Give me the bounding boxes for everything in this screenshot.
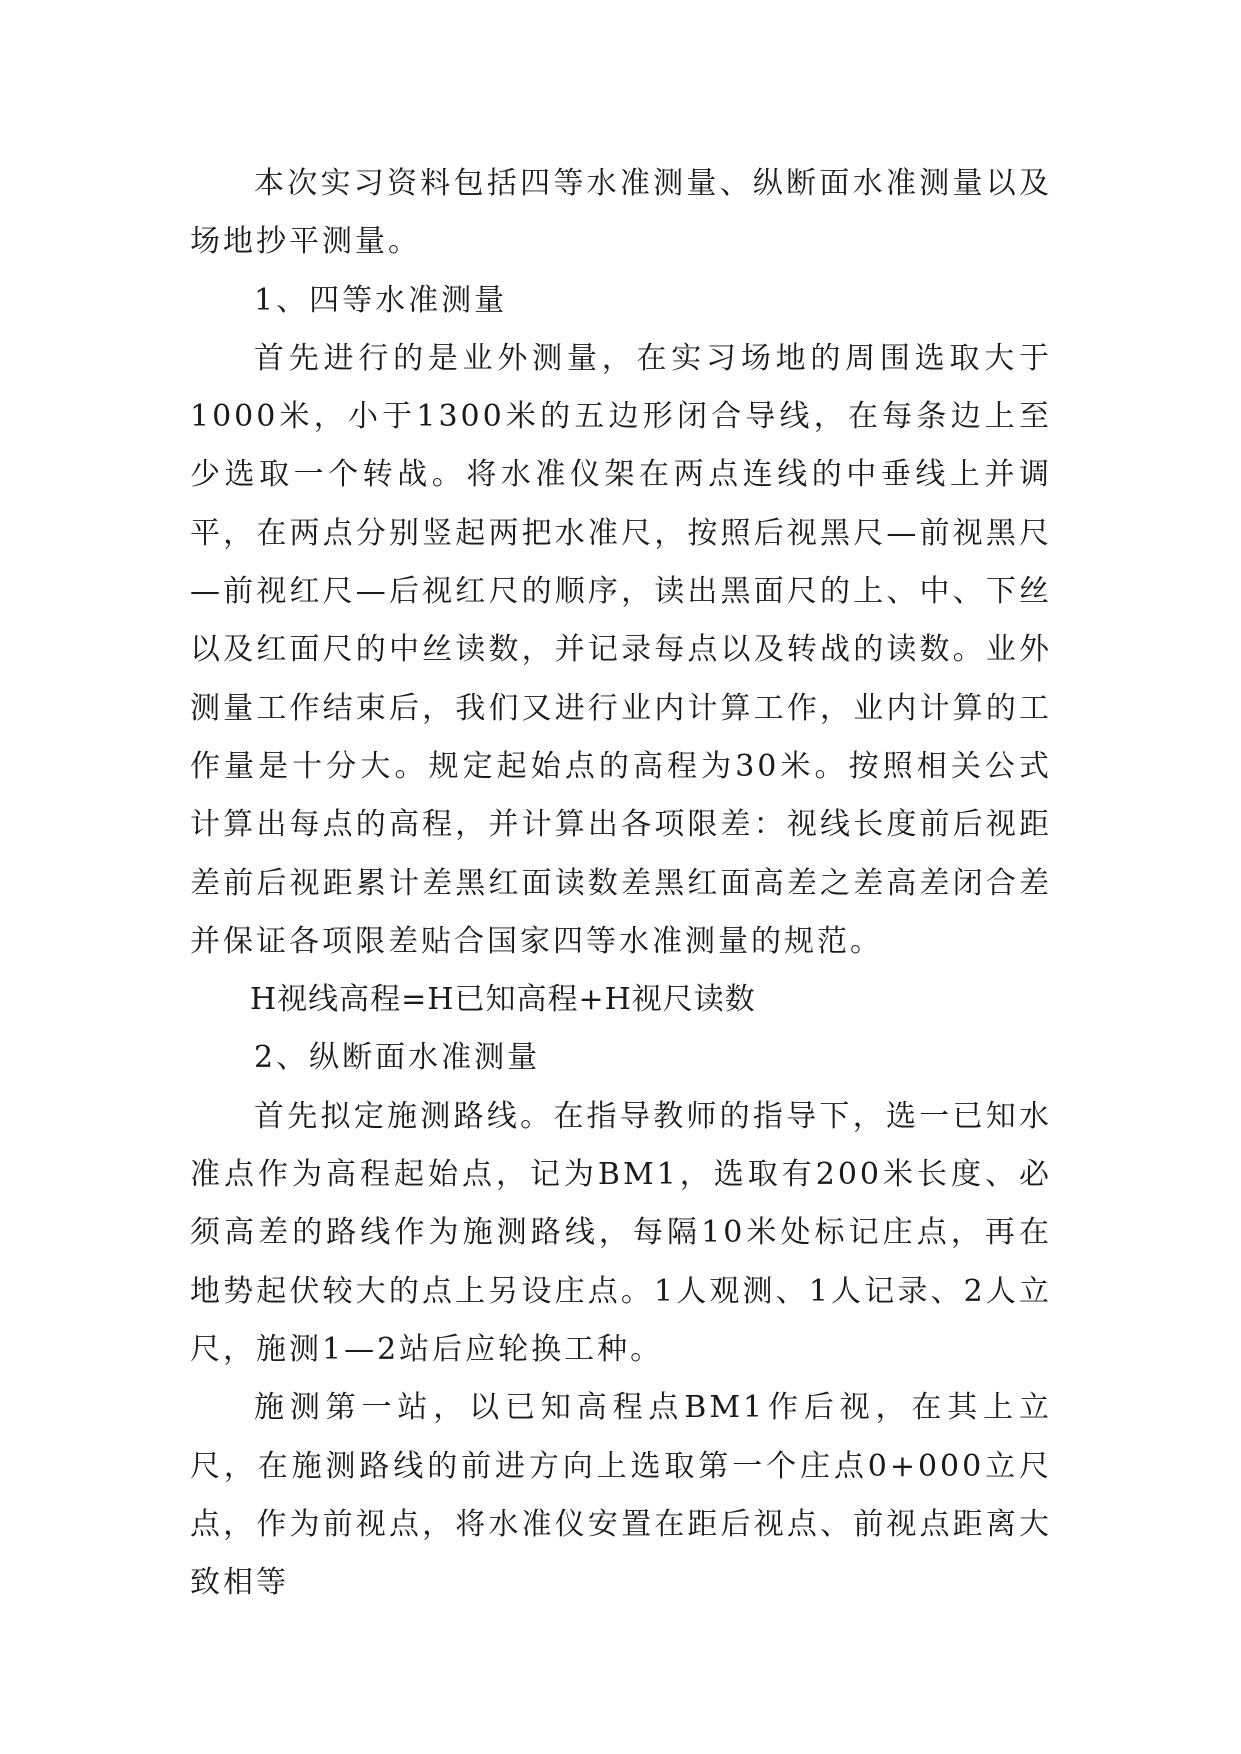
fourth-order-leveling-paragraph: 首先进行的是业外测量，在实习场地的周围选取大于1000米，小于1300米的五边形闭合导线，在每条边上至少选取一个转战。将水准仪架在两点连线的中垂线上并调平，在两点分别竖起两把水准尺，按照后视黑尺—前视黑尺—前视红尺—后视红尺的顺序，读出黑面尺的上、中、下丝以及红面尺的中丝读数，并记录每点以及转战的读数。业外测量工作结束后，我们又进行业内计算工作，业内计算的工作量是十分大。规定起始点的高程为30米。按照相关公式计算出每点的高程，并计算出各项限差：视线长度前后视距差前后视距累计差黑红面读数差黑红面高差之差高差闭合差并保证各项限差贴合国家四等水准测量的规范。 — [190, 340, 1052, 959]
intro-paragraph: 本次实习资料包括四等水准测量、纵断面水准测量以及场地抄平测量。 — [190, 166, 1052, 260]
first-station-paragraph: 施测第一站，以已知高程点BM1作后视，在其上立尺，在施测路线的前进方向上选取第一个庄点0+000立尺点，作为前视点，将水准仪安置在距后视点、前视点距离大致相等 — [190, 1390, 1052, 1601]
sight-elevation-formula: H视线高程=H已知高程+H视尺读数 — [250, 982, 756, 1018]
profile-leveling-route-paragraph: 首先拟定施测路线。在指导教师的指导下，选一已知水准点作为高程起始点，记为BM1，选取有200米长度、必须高差的路线作为施测路线，每隔10米处标记庄点，再在地势起伏较大的点上另设庄点。1人观测、1人记录、2人立尺，施测1—2站后应轮换工种。 — [190, 1098, 1052, 1367]
section-heading-fourth-order-leveling: 1、四等水准测量 — [254, 282, 508, 318]
document-page — [190, 155, 1052, 1612]
section-heading-profile-leveling: 2、纵断面水准测量 — [254, 1040, 541, 1076]
